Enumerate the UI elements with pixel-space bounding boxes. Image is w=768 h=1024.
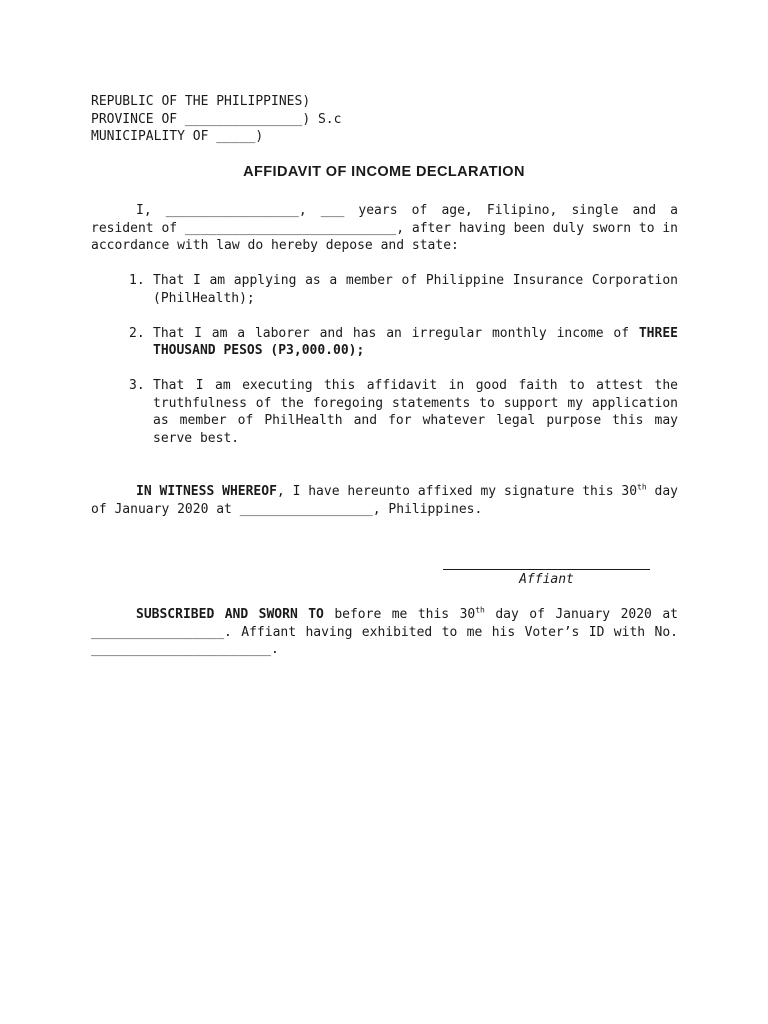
intro-text: I, _________________, ___ years of age, Filipino, single and a resident of ___________________________, after having been duly sworn to in accordance with law do hereby depose and state: [91, 203, 678, 253]
statement-number: 2. [129, 325, 145, 341]
caption-line-municipality: MUNICIPALITY OF _____) [91, 129, 264, 144]
jurat-text-a: before me this 30 [323, 607, 476, 622]
statement-number: 3. [129, 378, 145, 393]
statement-text: That I am applying as a member of Philippine Insurance Corporation (PhilHealth); [153, 273, 678, 306]
statement-text: That I am executing this affidavit in good faith to attest the truthfulness of the foregoing statements to support my application as member of PhilHealth and for whatever legal purpose this may serve best. [153, 378, 678, 446]
witness-text-a: , I have hereunto affixed my signature this 30 [276, 484, 638, 499]
witness-paragraph [91, 483, 678, 518]
caption-line-republic: REPUBLIC OF THE PHILIPPINES) [91, 94, 311, 109]
statement-item-2 [129, 325, 678, 360]
statement-item-3 [129, 377, 678, 447]
jurat-paragraph [91, 606, 678, 659]
jurat-ordinal-suffix: th [475, 605, 485, 615]
venue-caption [91, 93, 341, 146]
document-title: AFFIDAVIT OF INCOME DECLARATION [243, 164, 525, 180]
jurat-text-b: day of January 2020 at _________________. Affiant having exhibited to me his Voter’s ID with No. _______________________. [91, 607, 678, 657]
witness-text-b: day of January 2020 at _________________, Philippines. [91, 484, 678, 517]
statement-list [129, 272, 678, 465]
caption-line-province: PROVINCE OF _______________) S.c [91, 111, 342, 127]
jurat-lead: SUBSCRIBED AND SWORN TO [136, 607, 324, 622]
affiant-label: Affiant [519, 572, 574, 587]
statement-number: 1. [129, 273, 145, 288]
statement-text: That I am a laborer and has an irregular monthly income of [153, 325, 639, 341]
income-amount: THREE THOUSAND PESOS (P3,000.00); [153, 325, 678, 358]
intro-paragraph [91, 202, 678, 255]
witness-ordinal-suffix: th [637, 482, 647, 492]
signature-line [443, 569, 650, 570]
statement-item-1 [129, 272, 678, 307]
witness-lead: IN WITNESS WHEREOF [136, 484, 277, 499]
